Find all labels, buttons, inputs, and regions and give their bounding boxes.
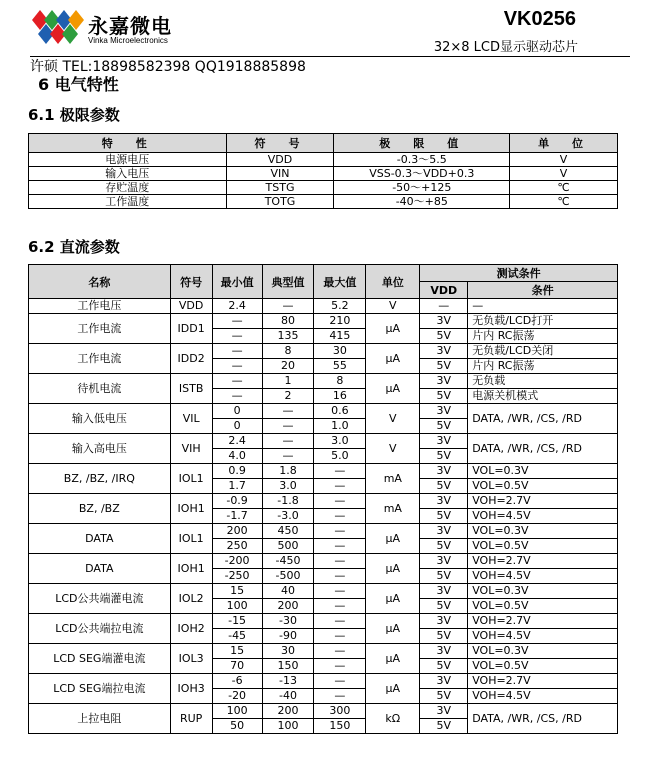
table-cell: V xyxy=(366,299,420,314)
table-cell: — xyxy=(314,584,366,599)
table-cell: 450 xyxy=(262,524,314,539)
table-cell: kΩ xyxy=(366,704,420,734)
table-cell: μA xyxy=(366,344,420,374)
table-cell: 70 xyxy=(212,659,262,674)
table-cell: -40～+85 xyxy=(334,195,510,209)
table-cell: VDD xyxy=(170,299,212,314)
table-cell: 电源关机模式 xyxy=(468,389,618,404)
table-cell: -15 xyxy=(212,614,262,629)
table-cell: IOH1 xyxy=(170,494,212,524)
table-row xyxy=(29,404,618,419)
table-cell: -200 xyxy=(212,554,262,569)
table-cell: 3V xyxy=(420,584,468,599)
col-header-unit: 单位 xyxy=(366,265,420,299)
table-cell: μA xyxy=(366,524,420,554)
table-cell: 3.0 xyxy=(314,434,366,449)
table-cell: μA xyxy=(366,644,420,674)
table-cell: — xyxy=(314,614,366,629)
table-row xyxy=(29,167,618,181)
table-cell: — xyxy=(314,629,366,644)
table-cell: IOH1 xyxy=(170,554,212,584)
table-cell: IOH2 xyxy=(170,614,212,644)
table-cell: -6 xyxy=(212,674,262,689)
table-cell: 1.7 xyxy=(212,479,262,494)
table-cell: 100 xyxy=(262,719,314,734)
table-cell: — xyxy=(314,464,366,479)
table-cell: — xyxy=(262,419,314,434)
table-cell: 3V xyxy=(420,464,468,479)
col-header-cond: 条件 xyxy=(468,282,618,299)
table-cell: μA xyxy=(366,674,420,704)
table-cell: 无负载/LCD打开 xyxy=(468,314,618,329)
table-cell: VOH=2.7V xyxy=(468,614,618,629)
table-cell: 0 xyxy=(212,419,262,434)
table-cell: 4.0 xyxy=(212,449,262,464)
table-cell: 20 xyxy=(262,359,314,374)
table-cell: 3V xyxy=(420,644,468,659)
table-cell: DATA, /WR, /CS, /RD xyxy=(468,704,618,734)
table-cell: 5V xyxy=(420,389,468,404)
chip-description: 32×8 LCD显示驱动芯片 xyxy=(433,40,578,55)
table-cell: -500 xyxy=(262,569,314,584)
table-cell: 150 xyxy=(262,659,314,674)
company-subtitle: Vinka Microelectronics xyxy=(88,36,168,45)
table-cell: BZ, /BZ, /IRQ xyxy=(29,464,171,494)
section-6-2-title: 6.2 直流参数 xyxy=(28,238,120,256)
table-cell: IDD2 xyxy=(170,344,212,374)
table-cell: — xyxy=(262,299,314,314)
table-cell: 100 xyxy=(212,599,262,614)
table-cell: 5V xyxy=(420,449,468,464)
table-cell: -30 xyxy=(262,614,314,629)
col-header: 单 位 xyxy=(510,134,618,153)
table-cell: 300 xyxy=(314,704,366,719)
table-cell: VOH=4.5V xyxy=(468,569,618,584)
table-cell: — xyxy=(212,314,262,329)
table-cell: VOH=4.5V xyxy=(468,509,618,524)
table-cell: 30 xyxy=(314,344,366,359)
table-row xyxy=(29,524,618,539)
table-cell: ℃ xyxy=(510,195,618,209)
table-cell: — xyxy=(314,674,366,689)
contact-line: 许硕 TEL:18898582398 QQ1918885898 xyxy=(30,59,306,75)
table-cell: 2.4 xyxy=(212,434,262,449)
table-cell: 上拉电阻 xyxy=(29,704,171,734)
col-header-max: 最大值 xyxy=(314,265,366,299)
table-cell: 无负载 xyxy=(468,374,618,389)
table-cell: LCD SEG端拉电流 xyxy=(29,674,171,704)
table-cell: IOL2 xyxy=(170,584,212,614)
table-cell: VOH=2.7V xyxy=(468,674,618,689)
table-cell: 工作温度 xyxy=(29,195,227,209)
table-cell: 工作电流 xyxy=(29,314,171,344)
table-cell: 500 xyxy=(262,539,314,554)
table-cell: 80 xyxy=(262,314,314,329)
table-row xyxy=(29,554,618,569)
table-cell: μA xyxy=(366,614,420,644)
table-cell: V xyxy=(366,434,420,464)
table-row xyxy=(29,195,618,209)
table-row xyxy=(29,494,618,509)
table-cell: 5V xyxy=(420,569,468,584)
table-cell: VOL=0.5V xyxy=(468,479,618,494)
table-cell: TSTG xyxy=(226,181,334,195)
table-header-row xyxy=(29,265,618,282)
table-cell: VOH=2.7V xyxy=(468,494,618,509)
table-cell: 0.9 xyxy=(212,464,262,479)
table-cell: -0.9 xyxy=(212,494,262,509)
col-header-typ: 典型值 xyxy=(262,265,314,299)
table-cell: — xyxy=(314,644,366,659)
table-cell: 3V xyxy=(420,494,468,509)
table-cell: VOL=0.3V xyxy=(468,584,618,599)
table-cell: 3V xyxy=(420,344,468,359)
table-cell: 15 xyxy=(212,644,262,659)
table-cell: V xyxy=(510,153,618,167)
table-cell: VOL=0.5V xyxy=(468,539,618,554)
table-cell: -13 xyxy=(262,674,314,689)
table-cell: μA xyxy=(366,374,420,404)
chip-model: VK0256 xyxy=(503,8,576,30)
table-row xyxy=(29,614,618,629)
table-cell: DATA xyxy=(29,554,171,584)
table-row xyxy=(29,674,618,689)
table-cell: 3V xyxy=(420,524,468,539)
table-cell: 55 xyxy=(314,359,366,374)
table-cell: — xyxy=(314,689,366,704)
table-row xyxy=(29,344,618,359)
table-cell: 5V xyxy=(420,359,468,374)
table-cell: -1.7 xyxy=(212,509,262,524)
table-cell: 5V xyxy=(420,419,468,434)
table-cell: — xyxy=(314,599,366,614)
table-cell: 输入高电压 xyxy=(29,434,171,464)
table-cell: 待机电流 xyxy=(29,374,171,404)
section-6-title: 6 电气特性 xyxy=(38,75,119,94)
table-cell: DATA xyxy=(29,524,171,554)
table-row xyxy=(29,181,618,195)
table-cell: DATA, /WR, /CS, /RD xyxy=(468,404,618,434)
table-cell: — xyxy=(262,404,314,419)
table-cell: BZ, /BZ xyxy=(29,494,171,524)
table-cell: 200 xyxy=(212,524,262,539)
col-header-name: 名称 xyxy=(29,265,171,299)
table-cell: 3.0 xyxy=(262,479,314,494)
table-cell: VDD xyxy=(226,153,334,167)
table-cell: — xyxy=(314,509,366,524)
table-cell: — xyxy=(314,569,366,584)
table-cell: 16 xyxy=(314,389,366,404)
col-header-symbol: 符号 xyxy=(170,265,212,299)
table-cell: VIN xyxy=(226,167,334,181)
table-cell: — xyxy=(212,374,262,389)
table-cell: 工作电流 xyxy=(29,344,171,374)
table-cell: VIL xyxy=(170,404,212,434)
table-cell: 5V xyxy=(420,479,468,494)
table-cell: 5V xyxy=(420,689,468,704)
table-cell: — xyxy=(468,299,618,314)
table-cell: — xyxy=(212,344,262,359)
table-cell: 5V xyxy=(420,539,468,554)
table-cell: -0.3～5.5 xyxy=(334,153,510,167)
table-cell: VOH=2.7V xyxy=(468,554,618,569)
table-cell: — xyxy=(212,389,262,404)
table-cell: 2 xyxy=(262,389,314,404)
table-cell: 250 xyxy=(212,539,262,554)
table-row xyxy=(29,299,618,314)
table-cell: 5.2 xyxy=(314,299,366,314)
table-cell: -50～+125 xyxy=(334,181,510,195)
table-cell: VOL=0.5V xyxy=(468,659,618,674)
table-cell: VOH=4.5V xyxy=(468,689,618,704)
table-cell: -250 xyxy=(212,569,262,584)
table-cell: VIH xyxy=(170,434,212,464)
table-cell: 2.4 xyxy=(212,299,262,314)
table-cell: 输入低电压 xyxy=(29,404,171,434)
table-cell: — xyxy=(262,449,314,464)
table-cell: 3V xyxy=(420,704,468,719)
table-cell: VOH=4.5V xyxy=(468,629,618,644)
table-cell: 电源电压 xyxy=(29,153,227,167)
table-cell: — xyxy=(262,434,314,449)
table-cell: 8 xyxy=(314,374,366,389)
table-cell: 5V xyxy=(420,719,468,734)
table-cell: 30 xyxy=(262,644,314,659)
section-6-1-title: 6.1 极限参数 xyxy=(28,106,120,124)
col-header: 符 号 xyxy=(226,134,334,153)
table-row xyxy=(29,464,618,479)
table-cell: — xyxy=(314,494,366,509)
table-cell: ℃ xyxy=(510,181,618,195)
table-cell: — xyxy=(420,299,468,314)
table-cell: 15 xyxy=(212,584,262,599)
vinka-logo xyxy=(30,8,86,48)
table-row xyxy=(29,704,618,719)
dc-param-table xyxy=(28,264,618,734)
table-row xyxy=(29,314,618,329)
table-cell: 工作电压 xyxy=(29,299,171,314)
table-cell: TOTG xyxy=(226,195,334,209)
table-cell: — xyxy=(212,329,262,344)
table-cell: 无负载/LCD关闭 xyxy=(468,344,618,359)
table-cell: 3V xyxy=(420,434,468,449)
table-cell: 5V xyxy=(420,509,468,524)
table-row xyxy=(29,584,618,599)
table-cell: -1.8 xyxy=(262,494,314,509)
table-cell: -45 xyxy=(212,629,262,644)
table-row xyxy=(29,434,618,449)
table-cell: mA xyxy=(366,494,420,524)
table-cell: 输入电压 xyxy=(29,167,227,181)
table-cell: IOL3 xyxy=(170,644,212,674)
table-cell: — xyxy=(212,359,262,374)
table-cell: LCD公共端拉电流 xyxy=(29,614,171,644)
table-cell: -90 xyxy=(262,629,314,644)
table-cell: -20 xyxy=(212,689,262,704)
table-cell: — xyxy=(314,539,366,554)
table-cell: 0.6 xyxy=(314,404,366,419)
table-cell: VSS-0.3～VDD+0.3 xyxy=(334,167,510,181)
table-cell: 5V xyxy=(420,629,468,644)
table-cell: LCD SEG端灌电流 xyxy=(29,644,171,674)
col-header: 极 限 值 xyxy=(334,134,510,153)
table-cell: μA xyxy=(366,314,420,344)
col-header-test: 测试条件 xyxy=(420,265,618,282)
company-name: 永嘉微电 xyxy=(88,14,172,38)
table-cell: — xyxy=(314,524,366,539)
table-cell: VOL=0.3V xyxy=(468,464,618,479)
table-row xyxy=(29,644,618,659)
table-cell: VOL=0.5V xyxy=(468,599,618,614)
table-cell: 40 xyxy=(262,584,314,599)
table-cell: RUP xyxy=(170,704,212,734)
table-cell: DATA, /WR, /CS, /RD xyxy=(468,434,618,464)
table-cell: 210 xyxy=(314,314,366,329)
table-cell: -450 xyxy=(262,554,314,569)
absolute-max-table xyxy=(28,133,618,209)
table-cell: IOH3 xyxy=(170,674,212,704)
table-cell: 3V xyxy=(420,404,468,419)
table-cell: IOL1 xyxy=(170,464,212,494)
table-cell: 5.0 xyxy=(314,449,366,464)
table-cell: 5V xyxy=(420,599,468,614)
table-row xyxy=(29,153,618,167)
table-cell: ISTB xyxy=(170,374,212,404)
table-cell: 50 xyxy=(212,719,262,734)
table-cell: 150 xyxy=(314,719,366,734)
table-cell: -40 xyxy=(262,689,314,704)
table-cell: VOL=0.3V xyxy=(468,524,618,539)
table-cell: — xyxy=(314,659,366,674)
table-cell: VOL=0.3V xyxy=(468,644,618,659)
table-cell: V xyxy=(510,167,618,181)
table-cell: LCD公共端灌电流 xyxy=(29,584,171,614)
table-cell: 5V xyxy=(420,329,468,344)
table-cell: mA xyxy=(366,464,420,494)
table-cell: -3.0 xyxy=(262,509,314,524)
table-cell: 0 xyxy=(212,404,262,419)
table-cell: 415 xyxy=(314,329,366,344)
table-cell: μA xyxy=(366,554,420,584)
col-header-vdd: VDD xyxy=(420,282,468,299)
table-cell: 200 xyxy=(262,599,314,614)
table-cell: 存贮温度 xyxy=(29,181,227,195)
table-cell: 1 xyxy=(262,374,314,389)
table-cell: μA xyxy=(366,584,420,614)
table-cell: — xyxy=(314,479,366,494)
table-cell: 3V xyxy=(420,614,468,629)
table-cell: 3V xyxy=(420,374,468,389)
table-header-row xyxy=(29,134,618,153)
table-cell: 3V xyxy=(420,554,468,569)
table-cell: 200 xyxy=(262,704,314,719)
table-cell: 8 xyxy=(262,344,314,359)
table-cell: IDD1 xyxy=(170,314,212,344)
table-cell: 100 xyxy=(212,704,262,719)
table-cell: 1.8 xyxy=(262,464,314,479)
table-cell: 1.0 xyxy=(314,419,366,434)
table-row xyxy=(29,374,618,389)
table-cell: — xyxy=(314,554,366,569)
table-cell: IOL1 xyxy=(170,524,212,554)
table-cell: 135 xyxy=(262,329,314,344)
table-cell: 5V xyxy=(420,659,468,674)
table-cell: V xyxy=(366,404,420,434)
col-header: 特 性 xyxy=(29,134,227,153)
table-cell: 3V xyxy=(420,674,468,689)
table-cell: 片内 RC振荡 xyxy=(468,329,618,344)
col-header-min: 最小值 xyxy=(212,265,262,299)
table-cell: 3V xyxy=(420,314,468,329)
table-cell: 片内 RC振荡 xyxy=(468,359,618,374)
